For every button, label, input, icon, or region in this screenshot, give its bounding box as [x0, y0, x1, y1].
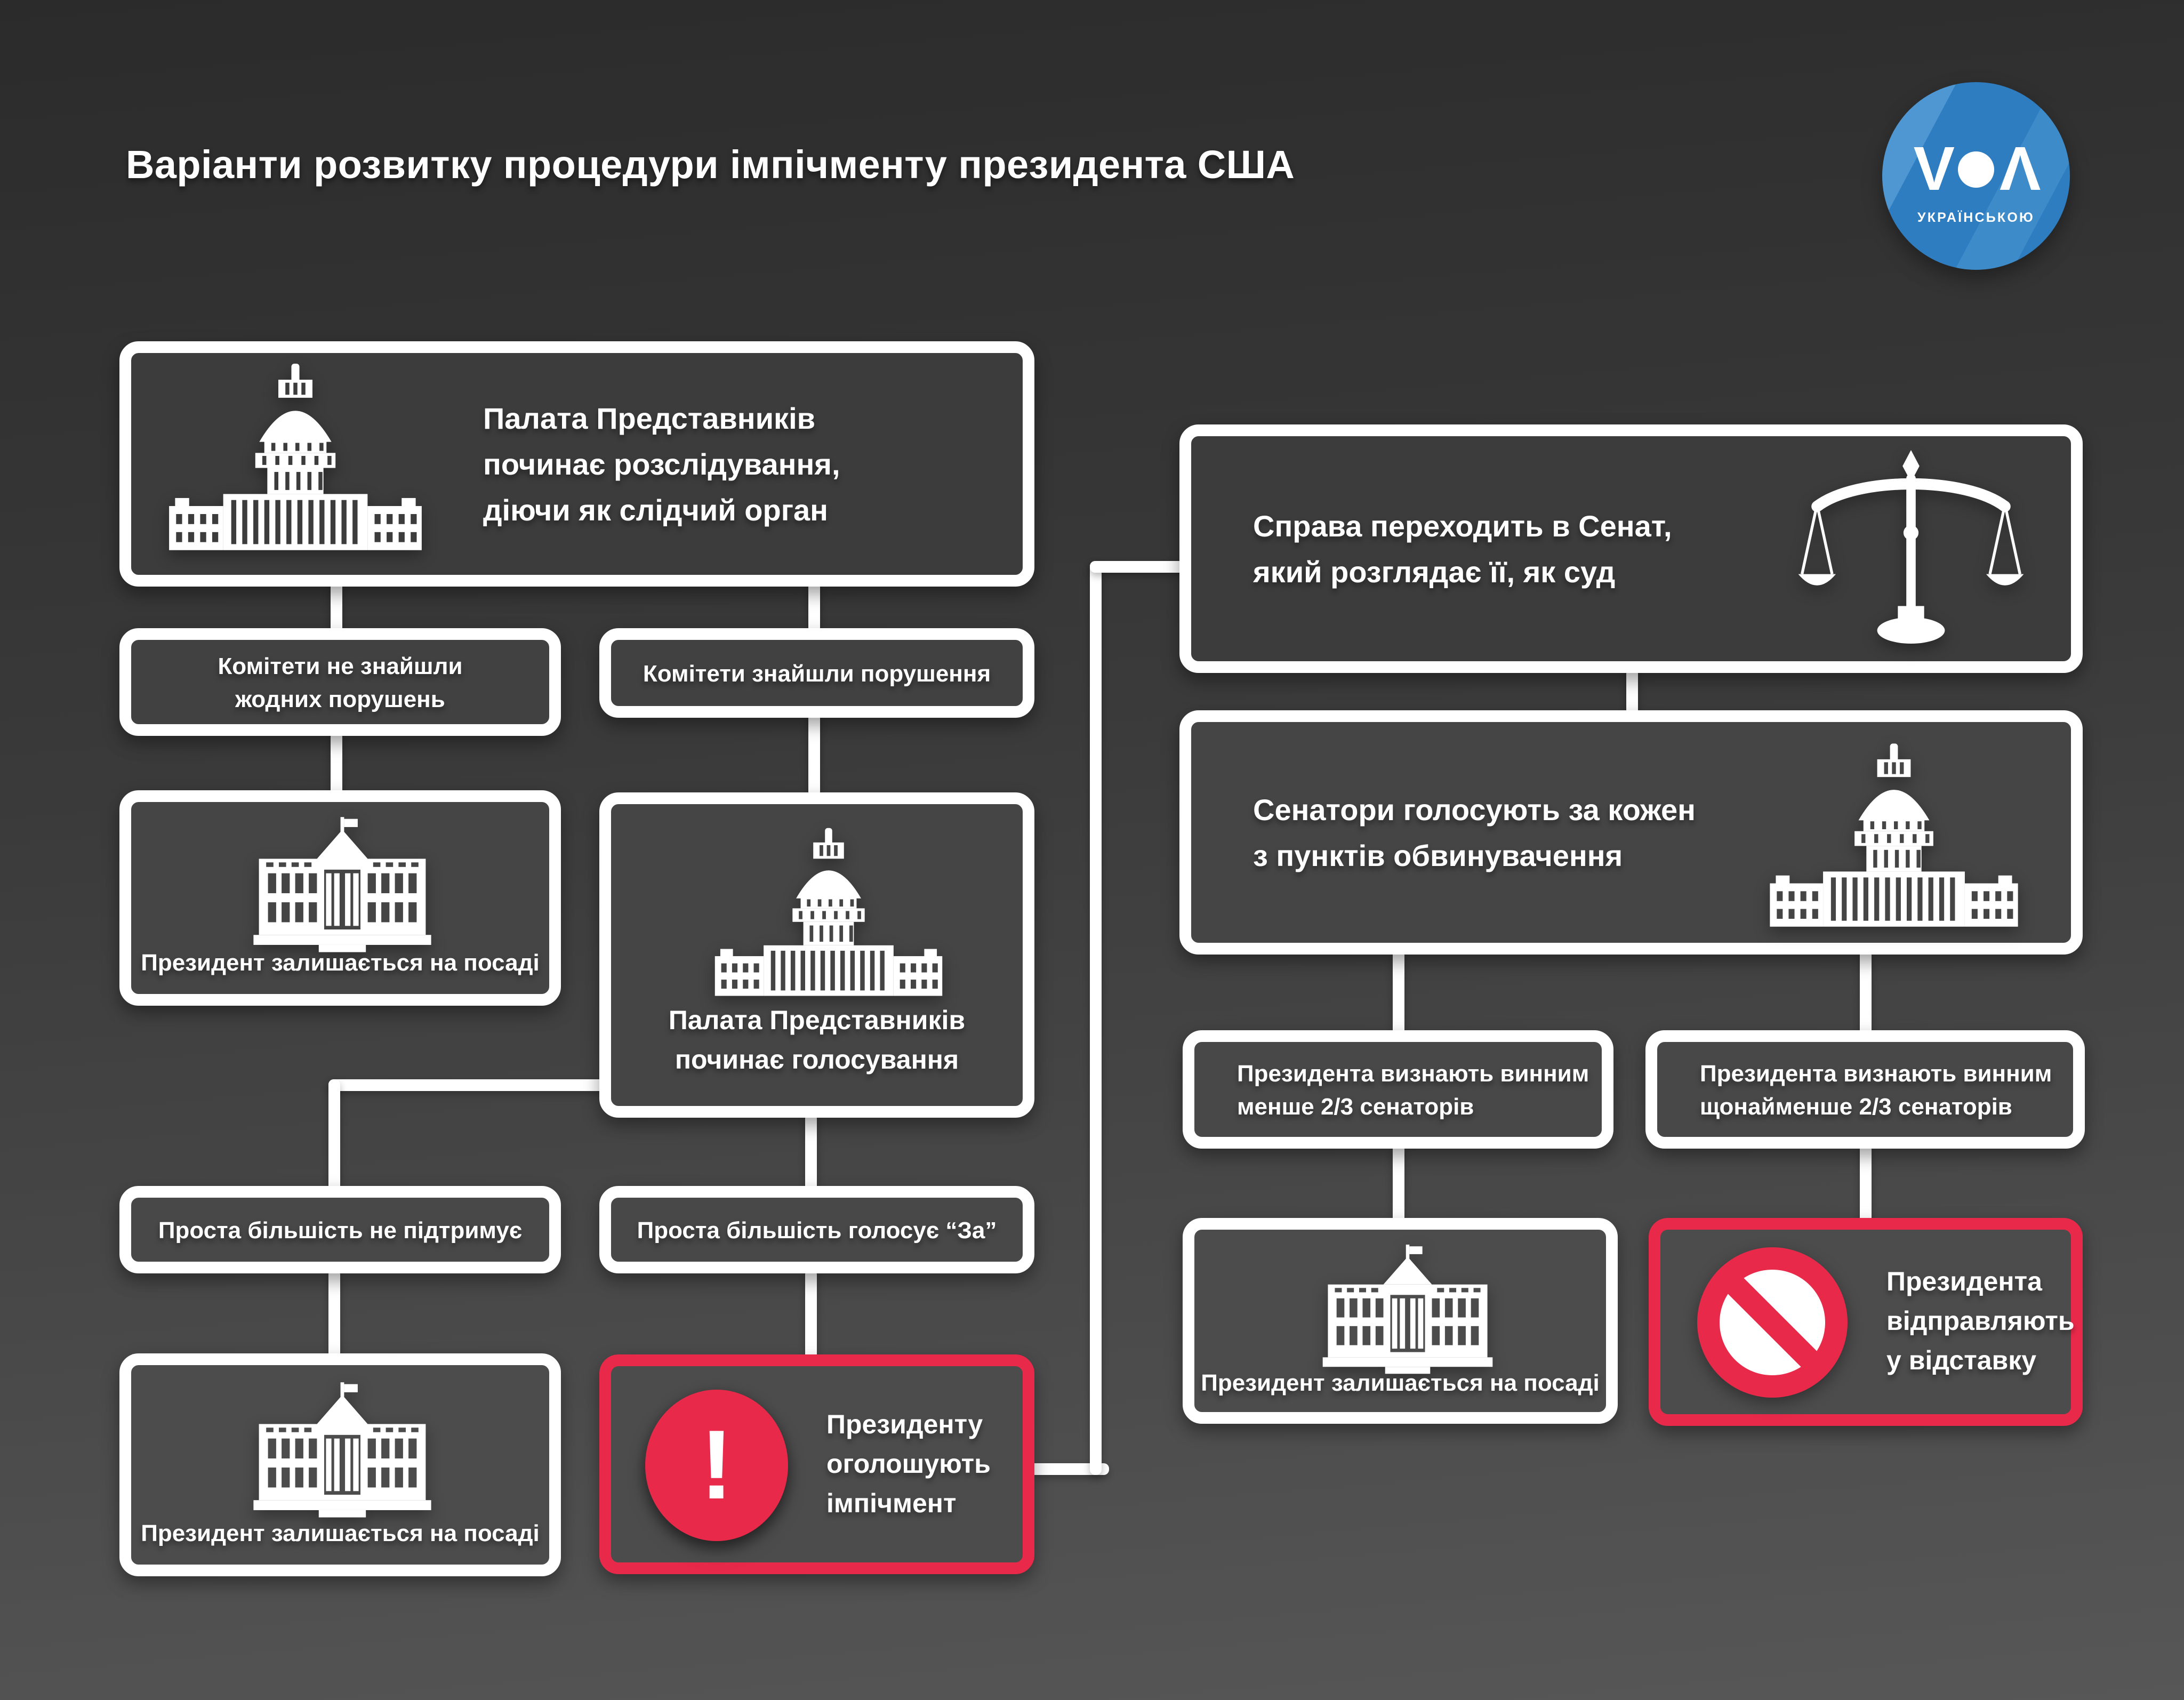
- node-simple-majority-for: [599, 1186, 1034, 1273]
- node-simple-majority-against: [119, 1186, 561, 1273]
- node-text-line: Проста більшість не підтримує: [158, 1216, 523, 1243]
- connector: [1860, 949, 1872, 1037]
- voa-logo: [1882, 82, 2070, 270]
- node-text-line: Президенту: [826, 1409, 983, 1439]
- node-president-removed: [1649, 1218, 2083, 1426]
- connector: [805, 1113, 817, 1192]
- voa-subtitle: УКРАЇНСЬКОЮ: [1917, 210, 2035, 224]
- connector-elbow: [1090, 561, 1102, 1475]
- connector: [1626, 668, 1638, 717]
- connector: [808, 712, 820, 800]
- capitol-icon: [161, 364, 430, 564]
- connector-elbow: [1090, 561, 1191, 573]
- node-senate-trial: [1179, 424, 2083, 673]
- connector-elbow: [328, 1079, 606, 1091]
- node-text-line: Сенатори голосують за кожен: [1253, 793, 1696, 826]
- node-text-line: Проста більшість голосує “За”: [637, 1216, 997, 1243]
- no-entry-icon: [1692, 1242, 1852, 1402]
- node-text-line: оголошують: [826, 1449, 991, 1479]
- node-caption: Президент залишається на посаді: [141, 949, 540, 976]
- node-president-stays-2: [119, 1353, 561, 1576]
- node-text-line: Президента визнають винним: [1237, 1060, 1589, 1086]
- node-caption: Президент залишається на посаді: [1201, 1369, 1600, 1396]
- voa-letter-lambda: Λ: [2000, 134, 2039, 203]
- node-caption: Президент залишається на посаді: [141, 1520, 540, 1546]
- node-text-line: починає голосування: [675, 1045, 959, 1075]
- connector: [805, 1269, 817, 1361]
- voa-wordmark: [1913, 134, 2039, 203]
- node-text-line: Палата Представників: [668, 1006, 966, 1036]
- node-text-line: Комітети не знайшли: [218, 652, 463, 679]
- node-guilty-at-least-two-thirds: [1645, 1030, 2085, 1149]
- node-text-line: з пунктів обвинувачення: [1253, 839, 1623, 872]
- node-text-line: відправляють: [1886, 1306, 2075, 1336]
- node-text-line: починає розслідування,: [483, 447, 840, 480]
- connector: [328, 1269, 340, 1361]
- scales-icon: [1798, 450, 2024, 647]
- node-text-line: Палата Представників: [483, 402, 816, 435]
- white-house-icon: [234, 817, 451, 958]
- node-text-line: який розглядає її, як суд: [1253, 555, 1616, 588]
- node-text-line: Президента визнають винним: [1700, 1060, 2052, 1086]
- node-text-line: жодних порушень: [235, 685, 445, 712]
- node-impeachment-declared: [599, 1354, 1034, 1574]
- node-text-line: менше 2/3 сенаторів: [1237, 1093, 1474, 1119]
- connector: [331, 732, 342, 798]
- node-house-votes: [599, 792, 1034, 1118]
- node-text-line: у відставку: [1886, 1346, 2037, 1376]
- voa-dot-icon: [1958, 151, 1994, 187]
- node-text-line: Президента: [1886, 1267, 2042, 1297]
- connector: [1393, 1143, 1404, 1224]
- node-committees-no-violations: [119, 628, 561, 736]
- exclamation-icon: !: [645, 1390, 788, 1541]
- node-president-stays-3: [1183, 1218, 1618, 1424]
- node-committees-found-violations: [599, 628, 1034, 718]
- page-title: Варіанти розвитку процедури імпічменту президента США: [126, 143, 1295, 187]
- node-text-line: щонайменше 2/3 сенаторів: [1700, 1093, 2012, 1119]
- node-text-line: діючи як слідчий орган: [483, 493, 829, 526]
- capitol-icon: [711, 828, 946, 1009]
- node-guilty-less-two-thirds: [1183, 1030, 1613, 1149]
- capitol-icon: [1766, 743, 2022, 941]
- connector: [1860, 1143, 1872, 1224]
- node-president-stays-1: [119, 790, 561, 1006]
- node-text-line: імпічмент: [826, 1488, 957, 1518]
- connector-elbow: [328, 1079, 340, 1192]
- white-house-icon: [234, 1382, 451, 1523]
- node-senators-vote: [1179, 710, 2083, 955]
- white-house-icon: [1303, 1245, 1512, 1379]
- node-house-investigation: [119, 341, 1034, 587]
- node-text-line: Справа переходить в Сенат,: [1253, 509, 1672, 542]
- connector: [1393, 949, 1404, 1037]
- node-text-line: Комітети знайшли порушення: [643, 660, 991, 686]
- voa-letter-v: V: [1913, 134, 1953, 203]
